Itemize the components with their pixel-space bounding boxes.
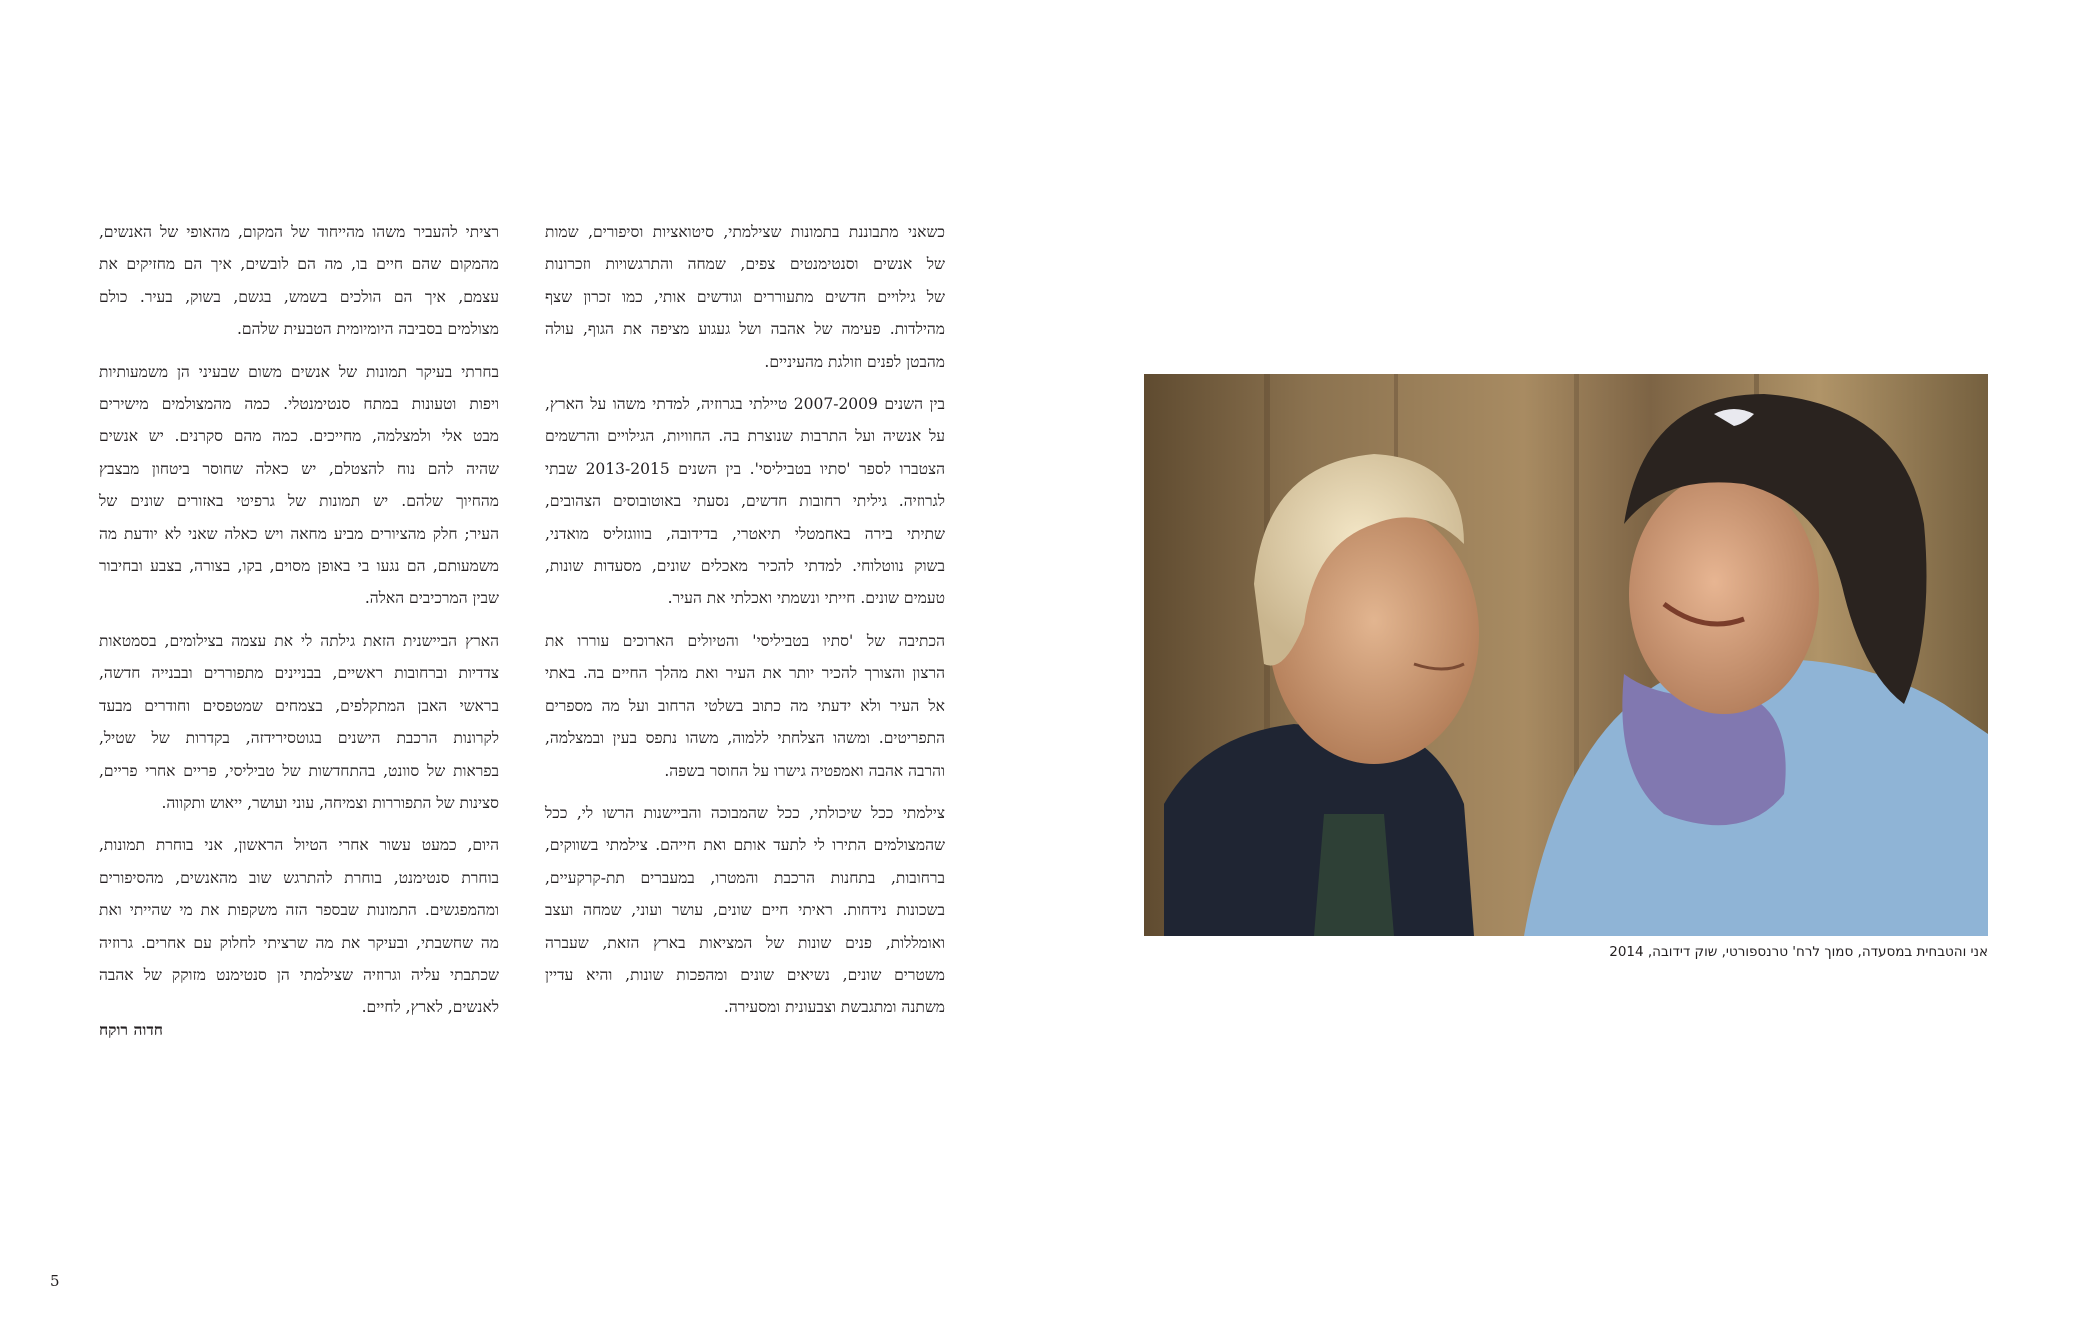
text-line: לגרוזיה. גיליתי רחובות חדשים, נסעתי באוטובוסים הצהובים, — [545, 492, 945, 511]
text-line: כשאני מתבוננת בתמונות שצילמתי, סיטואציות וסיפורים, שמות — [545, 223, 945, 241]
text-column-left — [99, 216, 499, 1024]
text-line: התפריטים. ומשהו הצלחתי ללמוה, משהו נתפס בעין ובמצלמה, — [545, 729, 945, 748]
text-line: טעמים שונים. חייתי ונשמתי ואכלתי את העיר. — [667, 589, 945, 608]
paragraph — [99, 216, 499, 346]
paragraph-gap — [99, 819, 499, 829]
text-line: שהמצולמים התירו לי לתעד אותם ואת חייהם. צילמתי בשווקים, — [545, 836, 945, 855]
paragraph-gap — [545, 787, 945, 797]
text-line: בחרתי בעיקר תמונות של אנשים משום שבעיני הן משמעותיות — [99, 362, 499, 381]
page-number: 5 — [50, 1272, 60, 1290]
paragraph — [545, 625, 945, 787]
text-line: בראשי האבן המתקלפים, בצמחים שמטפסים וחודרים מבעד — [99, 696, 499, 715]
text-line: בשוק נווטלוחי. למדתי להכיר מאכלים שונים, מסעדות שונות, — [545, 557, 945, 576]
text-line: שכתבתי עליה וגרוזיה שצילמתי הן סנטימנט מזוקק של אהבה — [99, 965, 499, 984]
text-line: ויפות וטעונות במתח סנטימנטלי. כמה מהמצולמים מישירים — [99, 395, 499, 414]
paragraph-gap — [99, 615, 499, 625]
text-line: אל העיר ולא ידעתי מה כתוב בשלטי הרחוב ועל מה מספרים — [545, 696, 945, 715]
text-line: בוחרת סנטימנט, בוחרת להתרגש שוב מהאנשים, מהסיפורים — [99, 868, 499, 887]
text-line: מהמקום שהם חיים בו, מה הם לובשים, איך הם מחזיקים את — [99, 255, 499, 274]
text-line: שהיה להם נוח להצטלם, יש כאלה שחוסר ביטחון מבצבץ — [99, 459, 499, 478]
text-line: משטרים שונים, נשיאים שונים ומהפכות שונות, והיא עדיין — [545, 965, 945, 984]
paragraph-gap — [545, 378, 945, 388]
text-line: משתנה ומתגבשת וצבעונית ומסעירה. — [723, 998, 945, 1017]
text-line: בשכונות נידחות. ראיתי חיים שונים, עושר ועוני, שמחה ועצב — [545, 901, 945, 920]
text-line: הארץ הביישנית הזאת גילתה לי את עצמה בצילומים, בסמטאות — [99, 631, 499, 650]
paragraph-gap — [545, 615, 945, 625]
text-line: מהבטן לפנים וזולגת מהעיניים. — [764, 352, 945, 371]
paragraph — [545, 216, 945, 378]
photo-caption: אני והטבחית במסעדה, סמוך לרח' טרנספורטי, שוק דידובה, 2014 — [1609, 944, 1988, 960]
text-line: שתיתי בירה באחמטלי תיאטרי, בדידובה, בוווגזליס מואדני, — [545, 524, 945, 543]
photo-two-women — [1144, 374, 1988, 936]
paragraph — [99, 356, 499, 615]
text-line: הצטברו לספר 'סתיו בטביליסי'. בין השנים 2013-2015 שבתי — [545, 459, 945, 478]
text-line: העיר; חלק מהציורים מביע מחאה ויש כאלה שאני לא יודעת מה — [99, 524, 499, 543]
text-line: ואומללות, פנים שונות של המציאות בארץ הזאת, שעברה — [545, 933, 945, 952]
text-line: מה שחשבתי, ובעיקר את מה שרציתי לחלוק עם אחרים. גרוזיה — [99, 933, 499, 952]
text-line: מהילדות. פעימה של אהבה ושל געגוע מציפה את הגוף, עולה — [545, 320, 945, 339]
text-line: ברחובות, בתחנות הרכבת והמטרו, במעברים תת-קרקעיים, — [545, 868, 945, 887]
text-line: בפראות של סוונט, בהתחדשות של טביליסי, פריים אחרי פריים, — [99, 761, 499, 780]
paragraph — [99, 625, 499, 819]
text-line: של גילויים חדשים מתעוררים וגודשים אותי, כמו זכרון שצף — [545, 287, 945, 306]
text-line: מבט אלי ולמצלמה, מחייכים. כמה מהם סקרנים. יש אנשים — [99, 427, 499, 446]
text-line: לאנשים, לארץ, לחיים. — [361, 998, 499, 1017]
text-line: מהחיוך שלהם. יש תמונות של גרפיטי באזורים שונים של — [99, 492, 499, 511]
text-line: הרצון והצורך להכיר יותר את העיר ואת מהלך החיים בה. באתי — [545, 664, 945, 683]
paragraph — [545, 797, 945, 1024]
text-line: מצולמים בסביבה היומיומית הטבעית שלהם. — [236, 320, 499, 339]
text-line: של אנשים וסנטימנטים צפים, שמחה והתרגשויות וזכרונות — [545, 255, 945, 274]
text-line: על אנשיה ועל התרבות שנוצרת בה. החוויות, הגילויים והרשמים — [545, 427, 945, 446]
text-column-right — [545, 216, 945, 1024]
paragraph — [545, 388, 945, 615]
paragraph-gap — [99, 346, 499, 356]
text-line: משמעותם, הם נגעו בי באופן מסוים, בקו, בצורה, בצבע ובחיבור — [99, 557, 499, 576]
text-line: סצינות של התפוררות וצמיחה, עוני ועושר, ייאוש ותקווה. — [161, 793, 499, 812]
text-line: והרבה אהבה ואמפטיה גישרו על החוסר בשפה. — [664, 761, 945, 780]
text-line: שבין המרכיבים האלה. — [364, 589, 499, 608]
text-line: בין השנים 2007-2009 טיילתי בגרוזיה, למדתי משהו על הארץ, — [545, 395, 945, 414]
text-line: ומהמפגשים. התמונות שבספר הזה משקפות את מי שהייתי ואת — [99, 901, 499, 920]
text-line: רציתי להעביר משהו מהייחוד של המקום, מהאופי של האנשים, — [99, 223, 499, 241]
paragraph — [99, 829, 499, 1023]
text-line: היום, כמעט עשור אחרי הטיול הראשון, אני בוחרת תמונות, — [99, 836, 499, 855]
text-line: לקרונות הרכבת הישנים בגוטסירידזה, בקדרות של שטיל, — [99, 729, 499, 748]
author-signature: חדוה רוקח — [99, 1020, 163, 1039]
text-line: עצמם, איך הם הולכים בשמש, בגשם, בשוק, בעיר. כולם — [99, 287, 499, 306]
text-line: צדדיות וברחובות ראשיים, בבניינים מתפוררים ובבנייה חדשה, — [99, 664, 499, 683]
text-line: הכתיבה של 'סתיו בטביליסי' והטיולים הארוכים עוררו את — [545, 631, 946, 650]
text-line: צילמתי ככל שיכולתי, ככל שהמבוכה והביישנות הרשו לי, ככל — [545, 803, 945, 822]
